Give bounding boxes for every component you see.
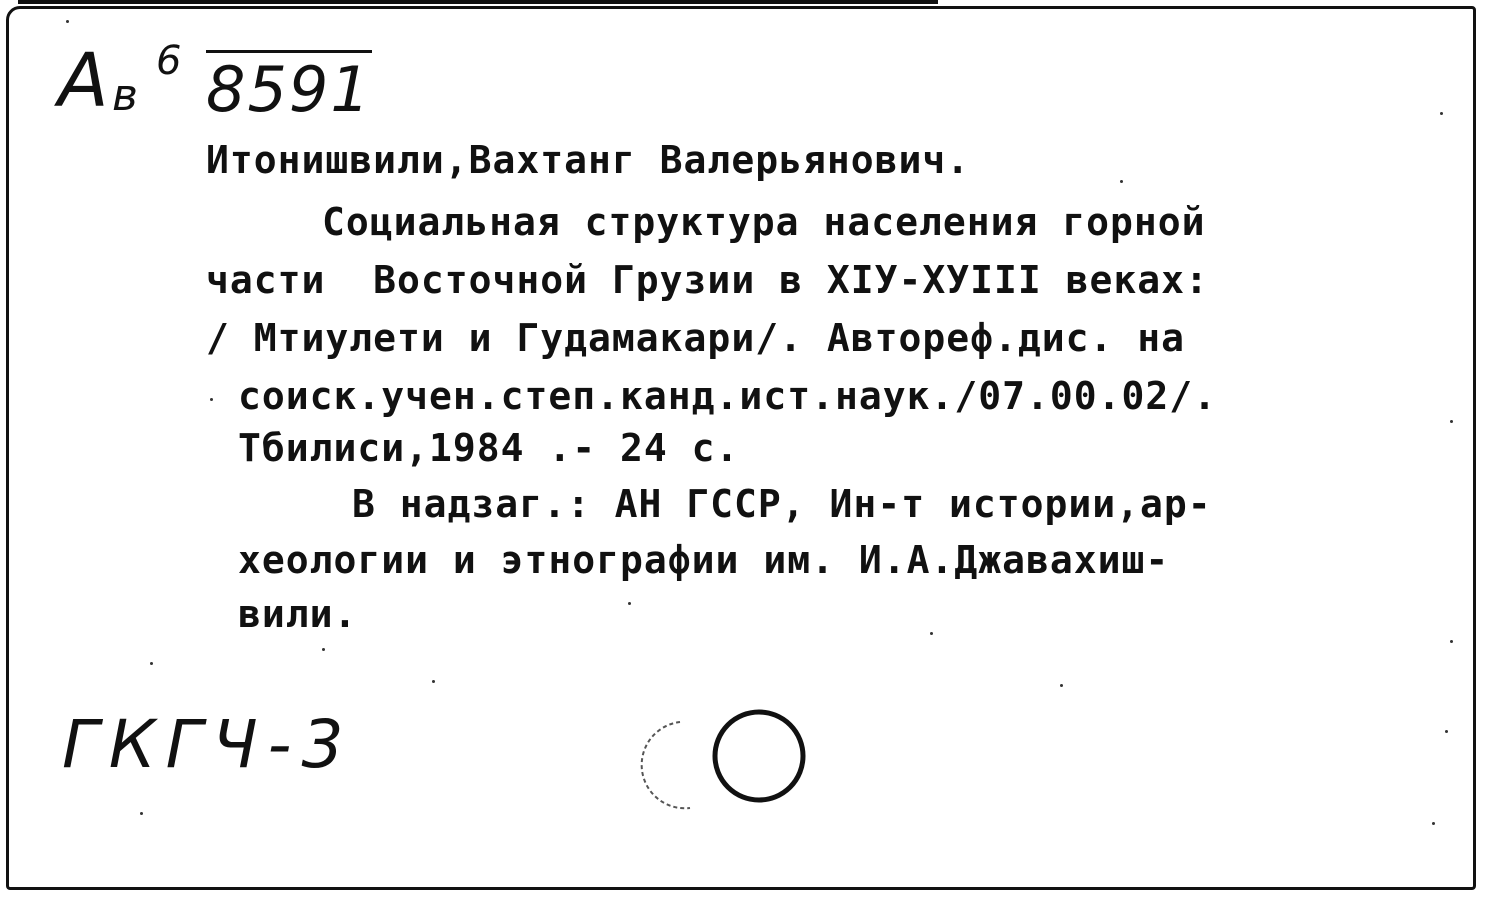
speck (1060, 684, 1063, 687)
speck (140, 812, 143, 815)
speck (210, 398, 213, 401)
speck (1120, 180, 1123, 183)
title-line-1: Социальная структура населения горной (322, 200, 1206, 244)
title-line-3: / Мтиулети и Гудамакари/. Автореф.дис. на (206, 316, 1185, 360)
speck (322, 648, 325, 651)
note-line-2: хеологии и этнографии им. И.А.Джавахиш- (238, 538, 1170, 582)
shelfmark-number: 8591 (206, 50, 372, 121)
title-line-4: соиск.учен.степ.канд.ист.наук./07.00.02/. (238, 374, 1217, 418)
shelfmark-prefix-letter: А (58, 38, 111, 124)
speck (628, 602, 631, 605)
author-heading: Итонишвили,Вахтанг Валерьянович. (206, 138, 971, 182)
title-line-2: части Восточной Грузии в XIУ-ХУIII веках: (206, 258, 1209, 302)
note-line-3: вили. (238, 592, 358, 636)
bottom-code: ГКГЧ-3 (62, 706, 354, 783)
speck (1445, 730, 1448, 733)
hollow-circle-icon (715, 712, 803, 800)
speck (1450, 420, 1453, 423)
speck (1440, 112, 1443, 115)
speck (1432, 822, 1435, 825)
imprint-line: Тбилиси,1984 .- 24 с. (238, 426, 740, 470)
speck (930, 632, 933, 635)
shelfmark-prefix-sub: в (112, 70, 140, 121)
faint-circle-icon (642, 722, 690, 808)
speck (66, 20, 69, 23)
speck (432, 680, 435, 683)
shelfmark-prefix-sup: 6 (156, 38, 184, 84)
speck (150, 662, 153, 665)
speck (1450, 640, 1453, 643)
note-line-1: В надзаг.: АН ГССР, Ин-т истории,ар- (352, 482, 1212, 526)
